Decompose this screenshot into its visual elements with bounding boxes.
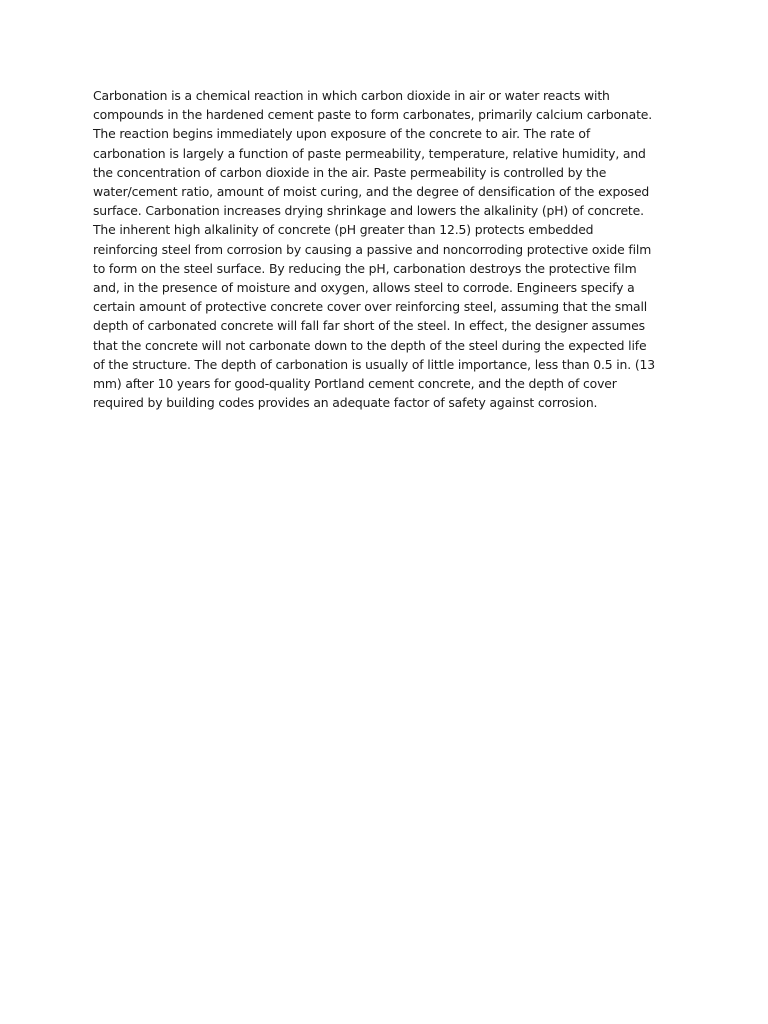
- paragraph-line: compounds in the hardened cement paste to form carbonates, primarily calcium carbonate.: [93, 107, 653, 123]
- paragraph-line: to form on the steel surface. By reducing the pH, carbonation destroys the protective film: [93, 260, 637, 276]
- paragraph-line: certain amount of protective concrete cover over reinforcing steel, assuming that the small: [93, 299, 648, 315]
- paragraph-line: that the concrete will not carbonate down to the depth of the steel during the expected life: [93, 337, 647, 353]
- paragraph-line: required by building codes provides an adequate factor of safety against corrosion.: [93, 395, 598, 411]
- paragraph-line: mm) after 10 years for good-quality Portland cement concrete, and the depth of cover: [93, 376, 617, 392]
- paragraph-line: and, in the presence of moisture and oxygen, allows steel to corrode. Engineers specify a: [93, 280, 635, 296]
- body-paragraph: [93, 86, 677, 412]
- paragraph-line: reinforcing steel from corrosion by causing a passive and noncorroding protective oxide film: [93, 241, 652, 257]
- paragraph-line: The inherent high alkalinity of concrete (pH greater than 12.5) protects embedded: [93, 222, 594, 238]
- paragraph-line: The reaction begins immediately upon exposure of the concrete to air. The rate of: [93, 126, 591, 142]
- paragraph-line: Carbonation is a chemical reaction in which carbon dioxide in air or water reacts with: [93, 88, 610, 103]
- paragraph-line: depth of carbonated concrete will fall far short of the steel. In effect, the designer assumes: [93, 318, 645, 334]
- paragraph-line: of the structure. The depth of carbonation is usually of little importance, less than 0.5 in. (13: [93, 356, 655, 372]
- paragraph-line: surface. Carbonation increases drying shrinkage and lowers the alkalinity (pH) of concrete.: [93, 203, 644, 219]
- paragraph-line: carbonation is largely a function of paste permeability, temperature, relative humidity, and: [93, 145, 646, 161]
- paragraph-line: the concentration of carbon dioxide in the air. Paste permeability is controlled by the: [93, 164, 607, 180]
- paragraph-line: water/cement ratio, amount of moist curing, and the degree of densification of the exposed: [93, 184, 650, 200]
